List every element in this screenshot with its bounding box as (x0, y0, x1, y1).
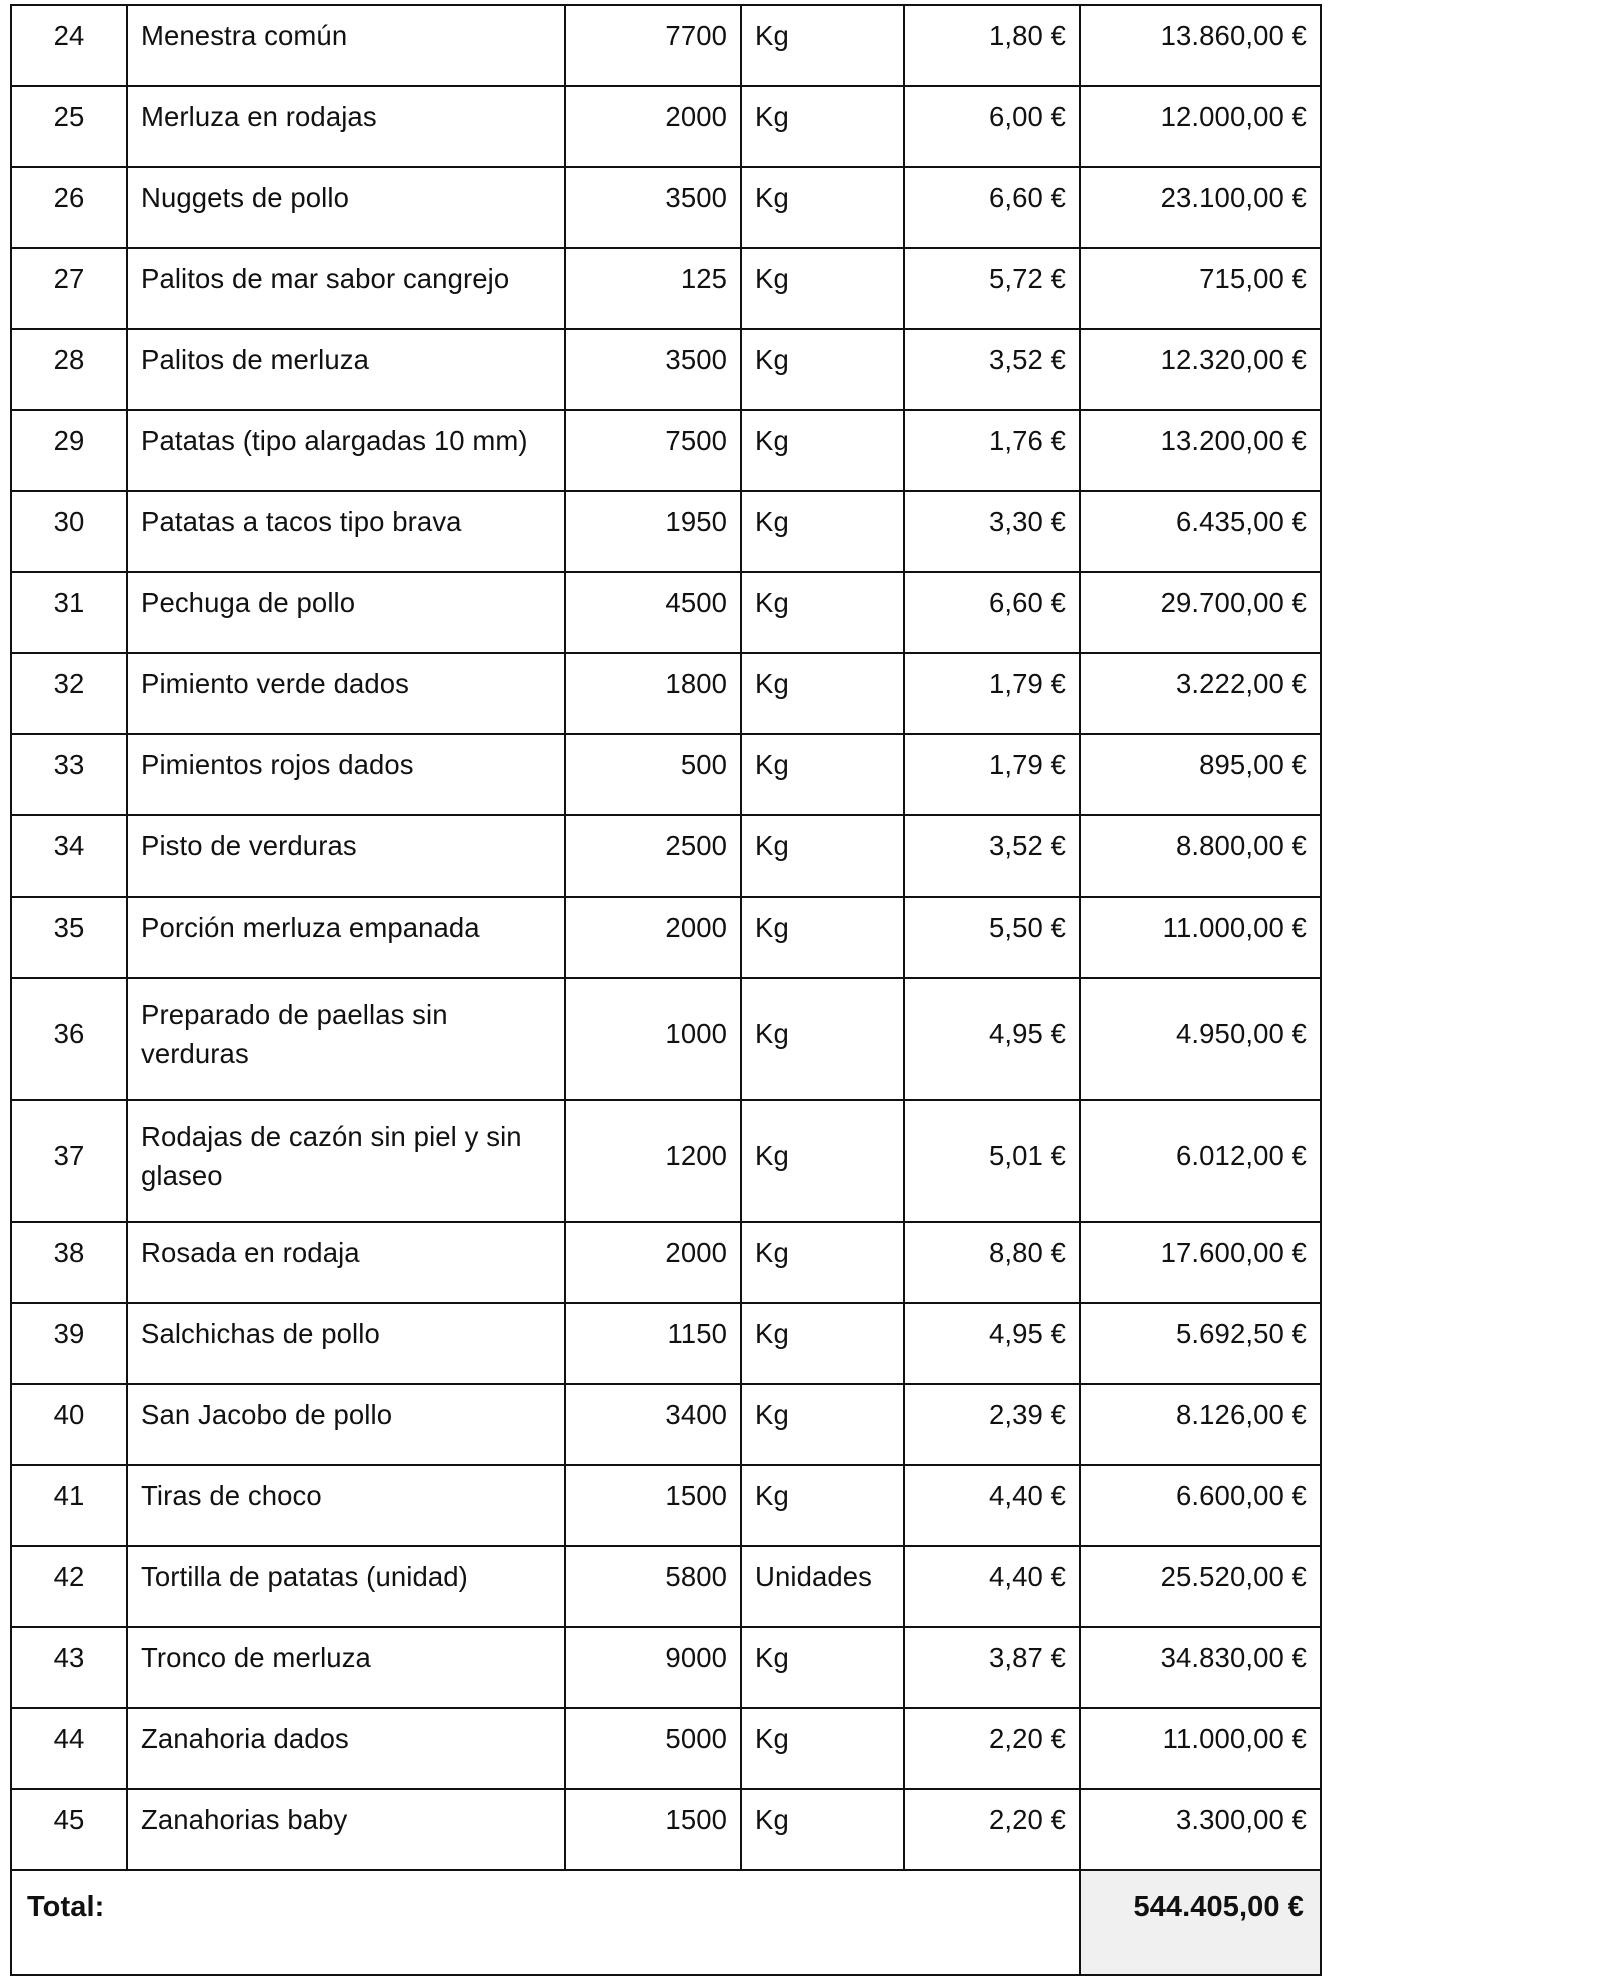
item-number-cell: 36 (11, 978, 127, 1100)
description-cell: Salchichas de pollo (127, 1303, 565, 1384)
table-row (11, 734, 1321, 815)
table-row (11, 86, 1321, 167)
quantity-cell: 125 (565, 248, 741, 329)
unit-price-cell: 1,79 € (904, 734, 1080, 815)
table-row (11, 1708, 1321, 1789)
unit-price-cell: 3,52 € (904, 815, 1080, 896)
table-row (11, 1627, 1321, 1708)
description-cell: Palitos de mar sabor cangrejo (127, 248, 565, 329)
quantity-cell: 1800 (565, 653, 741, 734)
description-cell: Palitos de merluza (127, 329, 565, 410)
line-total-cell: 6.600,00 € (1080, 1465, 1321, 1546)
quantity-cell: 5800 (565, 1546, 741, 1627)
line-total-cell: 5.692,50 € (1080, 1303, 1321, 1384)
unit-price-cell: 6,00 € (904, 86, 1080, 167)
quantity-cell: 1500 (565, 1789, 741, 1870)
unit-cell: Kg (741, 1303, 904, 1384)
unit-price-cell: 2,39 € (904, 1384, 1080, 1465)
line-total-cell: 895,00 € (1080, 734, 1321, 815)
quantity-cell: 500 (565, 734, 741, 815)
unit-price-cell: 3,87 € (904, 1627, 1080, 1708)
quantity-cell: 2000 (565, 897, 741, 978)
description-cell: Zanahoria dados (127, 1708, 565, 1789)
description-cell (127, 1100, 565, 1222)
unit-cell: Kg (741, 1789, 904, 1870)
description-line: Preparado de paellas sin (141, 998, 448, 1030)
unit-cell: Kg (741, 248, 904, 329)
item-number-cell: 33 (11, 734, 127, 815)
unit-price-cell: 1,79 € (904, 653, 1080, 734)
unit-price-cell: 5,72 € (904, 248, 1080, 329)
unit-price-cell: 3,30 € (904, 491, 1080, 572)
table-row (11, 1303, 1321, 1384)
unit-price-cell: 6,60 € (904, 167, 1080, 248)
unit-cell: Kg (741, 86, 904, 167)
item-number-cell: 45 (11, 1789, 127, 1870)
unit-cell: Kg (741, 1384, 904, 1465)
unit-cell: Kg (741, 815, 904, 896)
description-cell: Patatas (tipo alargadas 10 mm) (127, 410, 565, 491)
line-total-cell: 17.600,00 € (1080, 1222, 1321, 1303)
description-cell: Pimientos rojos dados (127, 734, 565, 815)
item-number-cell: 25 (11, 86, 127, 167)
unit-cell: Kg (741, 1465, 904, 1546)
item-number-cell: 38 (11, 1222, 127, 1303)
description-cell: Pimiento verde dados (127, 653, 565, 734)
line-total-cell: 13.200,00 € (1080, 410, 1321, 491)
line-total-cell: 34.830,00 € (1080, 1627, 1321, 1708)
unit-price-cell: 8,80 € (904, 1222, 1080, 1303)
unit-cell: Kg (741, 572, 904, 653)
total-label: Total: (11, 1870, 1080, 1975)
unit-cell: Kg (741, 1708, 904, 1789)
line-total-cell: 3.222,00 € (1080, 653, 1321, 734)
description-cell: Patatas a tacos tipo brava (127, 491, 565, 572)
unit-price-cell: 3,52 € (904, 329, 1080, 410)
budget-items-table (10, 4, 1322, 1976)
table-row (11, 329, 1321, 410)
item-number-cell: 42 (11, 1546, 127, 1627)
item-number-cell: 39 (11, 1303, 127, 1384)
quantity-cell: 1000 (565, 978, 741, 1100)
unit-price-cell: 4,95 € (904, 1303, 1080, 1384)
unit-price-cell: 1,76 € (904, 410, 1080, 491)
unit-cell: Kg (741, 897, 904, 978)
item-number-cell: 28 (11, 329, 127, 410)
line-total-cell: 6.435,00 € (1080, 491, 1321, 572)
line-total-cell: 3.300,00 € (1080, 1789, 1321, 1870)
description-cell: Tortilla de patatas (unidad) (127, 1546, 565, 1627)
quantity-cell: 2000 (565, 86, 741, 167)
table-row (11, 410, 1321, 491)
unit-cell: Unidades (741, 1546, 904, 1627)
item-number-cell: 31 (11, 572, 127, 653)
description-cell: Tiras de choco (127, 1465, 565, 1546)
table-row (11, 1546, 1321, 1627)
table-row (11, 978, 1321, 1100)
table-row (11, 653, 1321, 734)
unit-cell: Kg (741, 734, 904, 815)
description-cell: Merluza en rodajas (127, 86, 565, 167)
line-total-cell: 12.320,00 € (1080, 329, 1321, 410)
unit-price-cell: 4,40 € (904, 1465, 1080, 1546)
unit-price-cell: 2,20 € (904, 1789, 1080, 1870)
quantity-cell: 2000 (565, 1222, 741, 1303)
description-line: verduras (141, 1037, 249, 1069)
table-row (11, 491, 1321, 572)
unit-price-cell: 4,95 € (904, 978, 1080, 1100)
quantity-cell: 1500 (565, 1465, 741, 1546)
quantity-cell: 1950 (565, 491, 741, 572)
quantity-cell: 3500 (565, 167, 741, 248)
description-cell: Zanahorias baby (127, 1789, 565, 1870)
table-row (11, 1100, 1321, 1222)
item-number-cell: 43 (11, 1627, 127, 1708)
quantity-cell: 1150 (565, 1303, 741, 1384)
line-total-cell: 25.520,00 € (1080, 1546, 1321, 1627)
description-cell: Tronco de merluza (127, 1627, 565, 1708)
unit-cell: Kg (741, 1222, 904, 1303)
table-row (11, 1465, 1321, 1546)
table-row (11, 572, 1321, 653)
item-number-cell: 35 (11, 897, 127, 978)
quantity-cell: 7700 (565, 5, 741, 86)
description-cell: Pechuga de pollo (127, 572, 565, 653)
quantity-cell: 4500 (565, 572, 741, 653)
description-cell (127, 978, 565, 1100)
table-row (11, 248, 1321, 329)
unit-cell: Kg (741, 5, 904, 86)
unit-price-cell: 1,80 € (904, 5, 1080, 86)
item-number-cell: 26 (11, 167, 127, 248)
unit-cell: Kg (741, 491, 904, 572)
line-total-cell: 23.100,00 € (1080, 167, 1321, 248)
total-amount: 544.405,00 € (1080, 1870, 1321, 1975)
unit-price-cell: 2,20 € (904, 1708, 1080, 1789)
unit-cell: Kg (741, 1627, 904, 1708)
line-total-cell: 8.800,00 € (1080, 815, 1321, 896)
description-cell: Rosada en rodaja (127, 1222, 565, 1303)
quantity-cell: 5000 (565, 1708, 741, 1789)
quantity-cell: 3400 (565, 1384, 741, 1465)
line-total-cell: 29.700,00 € (1080, 572, 1321, 653)
description-cell: Porción merluza empanada (127, 897, 565, 978)
line-total-cell: 11.000,00 € (1080, 1708, 1321, 1789)
line-total-cell: 4.950,00 € (1080, 978, 1321, 1100)
item-number-cell: 29 (11, 410, 127, 491)
description-cell: Pisto de verduras (127, 815, 565, 896)
quantity-cell: 2500 (565, 815, 741, 896)
line-total-cell: 8.126,00 € (1080, 1384, 1321, 1465)
item-number-cell: 44 (11, 1708, 127, 1789)
quantity-cell: 9000 (565, 1627, 741, 1708)
table-row (11, 5, 1321, 86)
description-line: Rodajas de cazón sin piel y sin (141, 1120, 522, 1152)
unit-cell: Kg (741, 978, 904, 1100)
quantity-cell: 7500 (565, 410, 741, 491)
unit-price-cell: 5,50 € (904, 897, 1080, 978)
unit-price-cell: 5,01 € (904, 1100, 1080, 1222)
line-total-cell: 12.000,00 € (1080, 86, 1321, 167)
unit-cell: Kg (741, 329, 904, 410)
item-number-cell: 30 (11, 491, 127, 572)
line-total-cell: 13.860,00 € (1080, 5, 1321, 86)
item-number-cell: 40 (11, 1384, 127, 1465)
item-number-cell: 37 (11, 1100, 127, 1222)
table-row (11, 1789, 1321, 1870)
unit-cell: Kg (741, 653, 904, 734)
line-total-cell: 11.000,00 € (1080, 897, 1321, 978)
total-row (11, 1870, 1321, 1975)
quantity-cell: 1200 (565, 1100, 741, 1222)
unit-cell: Kg (741, 167, 904, 248)
item-number-cell: 34 (11, 815, 127, 896)
item-number-cell: 32 (11, 653, 127, 734)
table-row (11, 897, 1321, 978)
table-row (11, 1384, 1321, 1465)
table-body (11, 5, 1321, 1975)
quantity-cell: 3500 (565, 329, 741, 410)
table-row (11, 167, 1321, 248)
description-cell: Nuggets de pollo (127, 167, 565, 248)
unit-price-cell: 6,60 € (904, 572, 1080, 653)
unit-cell: Kg (741, 1100, 904, 1222)
description-cell: Menestra común (127, 5, 565, 86)
line-total-cell: 6.012,00 € (1080, 1100, 1321, 1222)
line-total-cell: 715,00 € (1080, 248, 1321, 329)
unit-cell: Kg (741, 410, 904, 491)
description-line: glaseo (141, 1159, 223, 1191)
description-cell: San Jacobo de pollo (127, 1384, 565, 1465)
item-number-cell: 27 (11, 248, 127, 329)
table-row (11, 1222, 1321, 1303)
item-number-cell: 24 (11, 5, 127, 86)
unit-price-cell: 4,40 € (904, 1546, 1080, 1627)
item-number-cell: 41 (11, 1465, 127, 1546)
table-row (11, 815, 1321, 896)
